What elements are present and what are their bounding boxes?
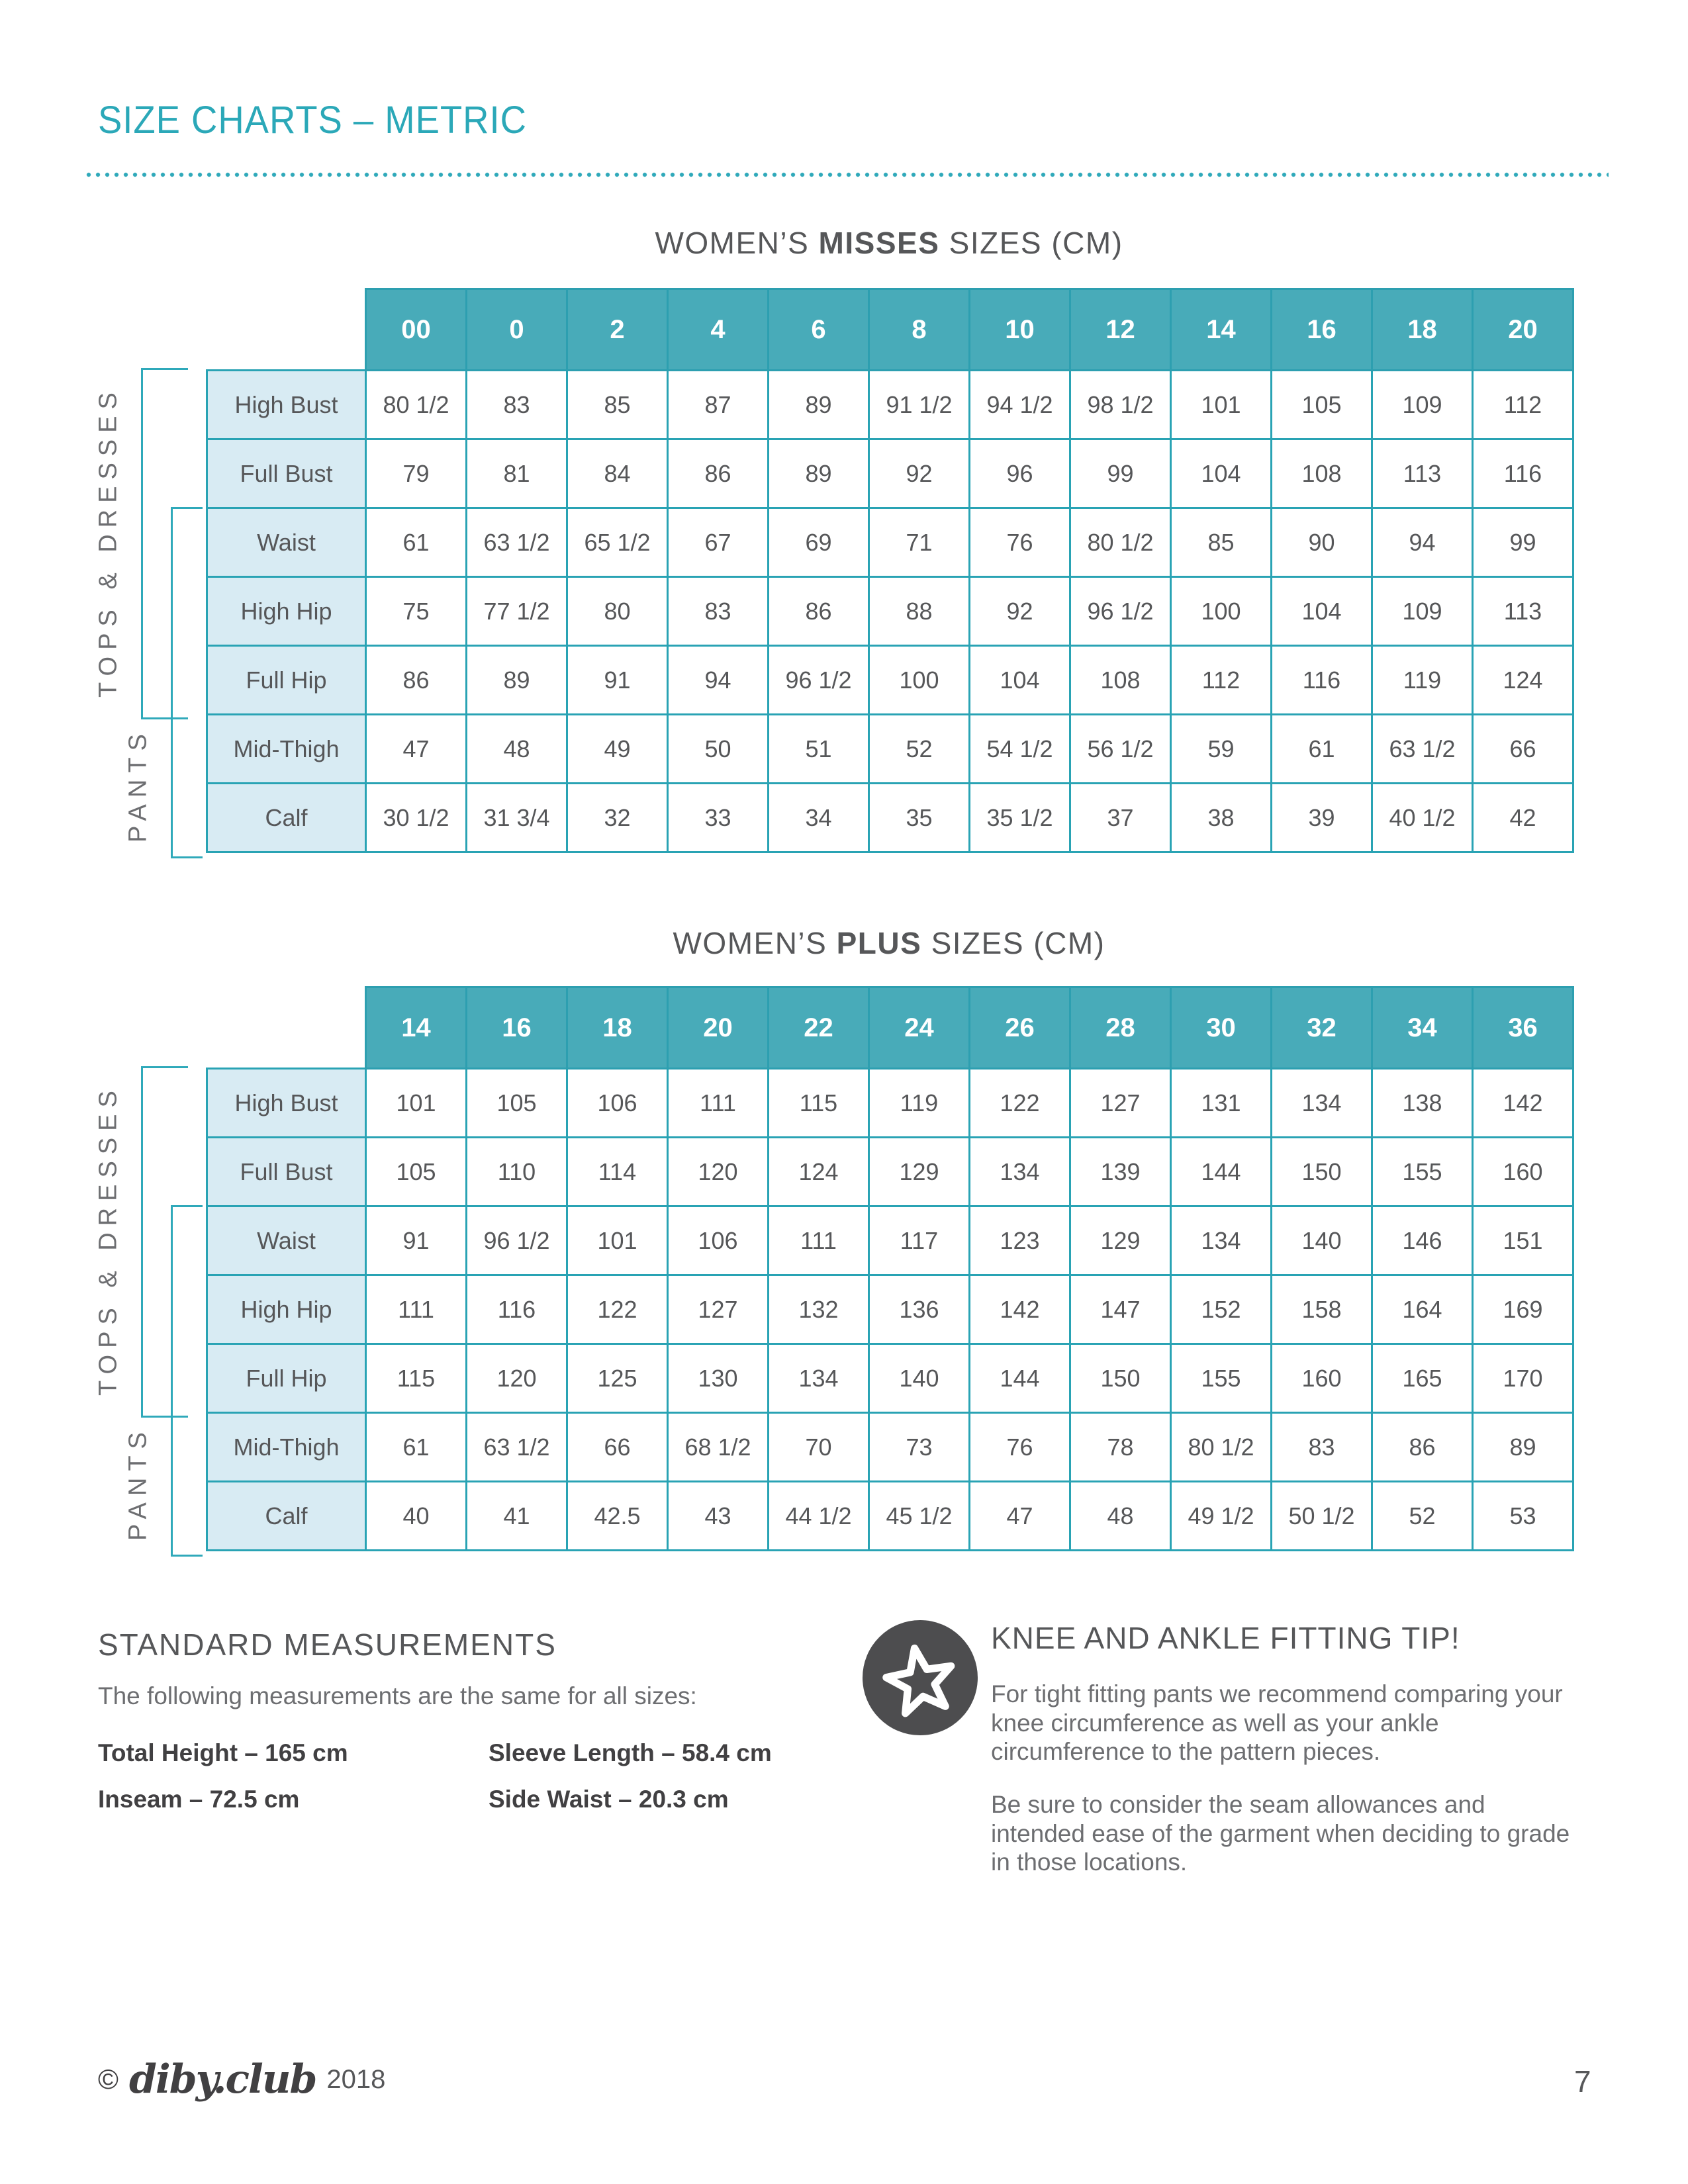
measurement-row — [207, 439, 1573, 508]
measurement-cell: 63 1/2 — [1372, 715, 1473, 784]
row-label: Full Bust — [207, 1138, 366, 1206]
measurement-cell: 94 — [668, 646, 769, 715]
measurement-cell: 170 — [1473, 1344, 1573, 1413]
measurement-cell: 119 — [1372, 646, 1473, 715]
measurement-row — [207, 577, 1573, 646]
measurement-cell: 35 1/2 — [970, 784, 1070, 852]
row-label: Full Bust — [207, 439, 366, 508]
size-column-header: 22 — [769, 987, 869, 1069]
standard-measurements-heading: STANDARD MEASUREMENTS — [98, 1627, 557, 1662]
measurement-cell: 89 — [1473, 1413, 1573, 1482]
measurement-cell: 35 — [869, 784, 970, 852]
measurement-cell: 108 — [1272, 439, 1372, 508]
measurement-cell: 66 — [567, 1413, 668, 1482]
standard-measurements-intro: The following measurements are the same for all sizes: — [98, 1682, 697, 1709]
size-column-header: 16 — [467, 987, 567, 1069]
measurement-cell: 144 — [1171, 1138, 1272, 1206]
page-title: SIZE CHARTS – METRIC — [98, 99, 527, 142]
measurement-cell: 48 — [467, 715, 567, 784]
measurement-cell: 84 — [567, 439, 668, 508]
measurement-cell: 87 — [668, 371, 769, 439]
knee-ankle-tip-section — [991, 1620, 1580, 1901]
measurement-cell: 63 1/2 — [467, 1413, 567, 1482]
measurement-cell: 45 1/2 — [869, 1482, 970, 1551]
measurement-cell: 79 — [366, 439, 467, 508]
measurement-cell: 115 — [366, 1344, 467, 1413]
measurement-cell: 124 — [1473, 646, 1573, 715]
measurement-cell: 158 — [1272, 1275, 1372, 1344]
measurement-cell: 85 — [1171, 508, 1272, 577]
measurement-cell: 127 — [668, 1275, 769, 1344]
misses-section-title — [206, 225, 1572, 261]
measurement-cell: 94 1/2 — [970, 371, 1070, 439]
measurement-cell: 85 — [567, 371, 668, 439]
measurement-cell: 40 — [366, 1482, 467, 1551]
measurement-cell: 68 1/2 — [668, 1413, 769, 1482]
measurement-cell: 120 — [668, 1138, 769, 1206]
row-label: High Bust — [207, 1069, 366, 1138]
measurement-cell: 92 — [970, 577, 1070, 646]
measurement-cell: 56 1/2 — [1070, 715, 1171, 784]
measurement-cell: 130 — [668, 1344, 769, 1413]
measurement-row — [207, 371, 1573, 439]
measurement-cell: 61 — [1272, 715, 1372, 784]
measurement-cell: 61 — [366, 508, 467, 577]
measurement-cell: 76 — [970, 508, 1070, 577]
plus-title-bold: PLUS — [836, 926, 922, 960]
size-column-header: 26 — [970, 987, 1070, 1069]
measurement-cell: 120 — [467, 1344, 567, 1413]
measurement-cell: 125 — [567, 1344, 668, 1413]
standard-measurements-section — [98, 1627, 853, 1813]
plus-size-table — [206, 986, 1574, 1551]
plus-title-suffix: SIZES (CM) — [921, 926, 1105, 960]
measurement-cell: 110 — [467, 1138, 567, 1206]
measurement-cell: 44 1/2 — [769, 1482, 869, 1551]
measurement-side-waist: Side Waist – 20.3 cm — [489, 1786, 729, 1813]
row-label: Waist — [207, 1206, 366, 1275]
size-column-header: 36 — [1473, 987, 1573, 1069]
measurement-cell: 138 — [1372, 1069, 1473, 1138]
size-header-row — [207, 289, 1573, 371]
measurement-cell: 134 — [970, 1138, 1070, 1206]
measurement-cell: 89 — [769, 371, 869, 439]
measurement-sleeve-length: Sleeve Length – 58.4 cm — [489, 1739, 772, 1766]
measurement-cell: 106 — [567, 1069, 668, 1138]
measurement-cell: 104 — [1272, 577, 1372, 646]
measurement-cell: 124 — [769, 1138, 869, 1206]
measurement-row — [207, 1069, 1573, 1138]
measurement-cell: 142 — [1473, 1069, 1573, 1138]
row-label: Mid-Thigh — [207, 1413, 366, 1482]
measurement-cell: 116 — [1473, 439, 1573, 508]
measurement-cell: 169 — [1473, 1275, 1573, 1344]
measurement-cell: 129 — [1070, 1206, 1171, 1275]
measurement-cell: 115 — [769, 1069, 869, 1138]
copyright-symbol: © — [98, 2064, 118, 2095]
measurement-cell: 70 — [769, 1413, 869, 1482]
standard-measurements-grid — [98, 1739, 853, 1813]
row-label: Waist — [207, 508, 366, 577]
size-column-header: 2 — [567, 289, 668, 371]
measurement-cell: 134 — [769, 1344, 869, 1413]
measurement-cell: 114 — [567, 1138, 668, 1206]
measurement-cell: 40 1/2 — [1372, 784, 1473, 852]
measurement-cell: 52 — [1372, 1482, 1473, 1551]
measurement-cell: 104 — [970, 646, 1070, 715]
measurement-cell: 61 — [366, 1413, 467, 1482]
measurement-cell: 99 — [1070, 439, 1171, 508]
measurement-cell: 78 — [1070, 1413, 1171, 1482]
measurement-cell: 122 — [970, 1069, 1070, 1138]
row-label: Calf — [207, 1482, 366, 1551]
plus-title-prefix: WOMEN’S — [673, 926, 837, 960]
row-label: High Hip — [207, 1275, 366, 1344]
measurement-cell: 136 — [869, 1275, 970, 1344]
dotted-divider — [86, 172, 1609, 177]
measurement-cell: 100 — [869, 646, 970, 715]
measurement-cell: 77 1/2 — [467, 577, 567, 646]
size-column-header: 20 — [668, 987, 769, 1069]
measurement-cell: 155 — [1171, 1344, 1272, 1413]
size-column-header: 20 — [1473, 289, 1573, 371]
table-corner-spacer — [207, 987, 366, 1069]
knee-ankle-tip-paragraph-2: Be sure to consider the seam allowances and intended ease of the garment when deciding to grade in those locations. — [991, 1790, 1570, 1876]
measurement-cell: 81 — [467, 439, 567, 508]
size-column-header: 14 — [366, 987, 467, 1069]
measurement-cell: 49 — [567, 715, 668, 784]
measurement-cell: 76 — [970, 1413, 1070, 1482]
size-column-header: 14 — [1171, 289, 1272, 371]
measurement-cell: 119 — [869, 1069, 970, 1138]
measurement-cell: 160 — [1272, 1344, 1372, 1413]
measurement-cell: 41 — [467, 1482, 567, 1551]
table-corner-spacer — [207, 289, 366, 371]
measurement-cell: 59 — [1171, 715, 1272, 784]
measurement-cell: 150 — [1070, 1344, 1171, 1413]
measurement-cell: 50 — [668, 715, 769, 784]
measurement-cell: 86 — [769, 577, 869, 646]
measurement-cell: 96 1/2 — [1070, 577, 1171, 646]
measurement-cell: 142 — [970, 1275, 1070, 1344]
measurement-row — [207, 784, 1573, 852]
measurement-cell: 165 — [1372, 1344, 1473, 1413]
measurement-cell: 108 — [1070, 646, 1171, 715]
measurement-cell: 47 — [366, 715, 467, 784]
measurement-cell: 116 — [467, 1275, 567, 1344]
measurement-cell: 42.5 — [567, 1482, 668, 1551]
measurement-cell: 90 — [1272, 508, 1372, 577]
measurement-cell: 112 — [1473, 371, 1573, 439]
measurement-cell: 66 — [1473, 715, 1573, 784]
brand-logo: diby.club — [128, 2056, 316, 2103]
measurement-row — [207, 1206, 1573, 1275]
measurement-cell: 63 1/2 — [467, 508, 567, 577]
measurement-cell: 53 — [1473, 1482, 1573, 1551]
row-label: Full Hip — [207, 646, 366, 715]
measurement-cell: 83 — [1272, 1413, 1372, 1482]
plus-section-title — [206, 925, 1572, 961]
misses-size-table — [206, 288, 1574, 853]
plus-tops-dresses-label: TOPS & DRESSES — [94, 1084, 122, 1396]
measurement-row — [207, 1482, 1573, 1551]
measurement-row — [207, 1138, 1573, 1206]
size-column-header: 4 — [668, 289, 769, 371]
row-label: High Hip — [207, 577, 366, 646]
measurement-cell: 88 — [869, 577, 970, 646]
footer-copyright — [98, 2056, 386, 2103]
misses-title-prefix: WOMEN’S — [655, 226, 819, 260]
measurement-cell: 34 — [769, 784, 869, 852]
knee-ankle-tip-heading: KNEE AND ANKLE FITTING TIP! — [991, 1621, 1460, 1655]
measurement-cell: 80 — [567, 577, 668, 646]
measurement-cell: 80 1/2 — [1070, 508, 1171, 577]
measurement-cell: 104 — [1171, 439, 1272, 508]
size-column-header: 6 — [769, 289, 869, 371]
measurement-cell: 111 — [668, 1069, 769, 1138]
measurement-row — [207, 715, 1573, 784]
measurement-cell: 123 — [970, 1206, 1070, 1275]
measurement-cell: 65 1/2 — [567, 508, 668, 577]
measurement-cell: 32 — [567, 784, 668, 852]
measurement-cell: 43 — [668, 1482, 769, 1551]
measurement-cell: 91 — [567, 646, 668, 715]
measurement-cell: 131 — [1171, 1069, 1272, 1138]
measurement-cell: 99 — [1473, 508, 1573, 577]
measurement-cell: 73 — [869, 1413, 970, 1482]
plus-pants-label: PANTS — [124, 1426, 152, 1541]
size-header-row — [207, 987, 1573, 1069]
measurement-row — [207, 508, 1573, 577]
measurement-cell: 52 — [869, 715, 970, 784]
size-column-header: 12 — [1070, 289, 1171, 371]
measurement-cell: 132 — [769, 1275, 869, 1344]
measurement-row — [207, 1275, 1573, 1344]
measurement-cell: 67 — [668, 508, 769, 577]
size-column-header: 32 — [1272, 987, 1372, 1069]
size-column-header: 18 — [567, 987, 668, 1069]
measurement-cell: 105 — [1272, 371, 1372, 439]
measurement-cell: 38 — [1171, 784, 1272, 852]
measurement-cell: 106 — [668, 1206, 769, 1275]
size-column-header: 18 — [1372, 289, 1473, 371]
size-column-header: 34 — [1372, 987, 1473, 1069]
measurement-cell: 150 — [1272, 1138, 1372, 1206]
measurement-cell: 39 — [1272, 784, 1372, 852]
measurement-inseam: Inseam – 72.5 cm — [98, 1786, 300, 1813]
measurement-cell: 89 — [769, 439, 869, 508]
measurement-cell: 54 1/2 — [970, 715, 1070, 784]
measurement-cell: 147 — [1070, 1275, 1171, 1344]
misses-title-suffix: SIZES (CM) — [939, 226, 1123, 260]
row-label: Calf — [207, 784, 366, 852]
measurement-cell: 112 — [1171, 646, 1272, 715]
measurement-cell: 122 — [567, 1275, 668, 1344]
size-column-header: 24 — [869, 987, 970, 1069]
measurement-cell: 48 — [1070, 1482, 1171, 1551]
measurement-cell: 47 — [970, 1482, 1070, 1551]
measurement-cell: 50 1/2 — [1272, 1482, 1372, 1551]
misses-title-bold: MISSES — [818, 226, 940, 260]
measurement-cell: 139 — [1070, 1138, 1171, 1206]
measurement-cell: 94 — [1372, 508, 1473, 577]
measurement-cell: 140 — [869, 1344, 970, 1413]
measurement-cell: 151 — [1473, 1206, 1573, 1275]
measurement-cell: 116 — [1272, 646, 1372, 715]
size-column-header: 8 — [869, 289, 970, 371]
knee-ankle-tip-paragraph-1: For tight fitting pants we recommend comparing your knee circumference as well as your ankle circumference to the pattern pieces. — [991, 1680, 1563, 1766]
measurement-cell: 152 — [1171, 1275, 1272, 1344]
measurement-cell: 42 — [1473, 784, 1573, 852]
measurement-cell: 113 — [1372, 439, 1473, 508]
measurement-cell: 91 1/2 — [869, 371, 970, 439]
row-label: High Bust — [207, 371, 366, 439]
row-label: Mid-Thigh — [207, 715, 366, 784]
row-label: Full Hip — [207, 1344, 366, 1413]
measurement-cell: 51 — [769, 715, 869, 784]
size-column-header: 16 — [1272, 289, 1372, 371]
misses-pants-bracket — [171, 507, 203, 858]
measurement-cell: 164 — [1372, 1275, 1473, 1344]
measurement-cell: 86 — [668, 439, 769, 508]
measurement-cell: 83 — [467, 371, 567, 439]
measurement-cell: 91 — [366, 1206, 467, 1275]
measurement-cell: 86 — [1372, 1413, 1473, 1482]
measurement-cell: 98 1/2 — [1070, 371, 1171, 439]
measurement-cell: 160 — [1473, 1138, 1573, 1206]
measurement-row — [207, 1413, 1573, 1482]
measurement-cell: 33 — [668, 784, 769, 852]
measurement-cell: 89 — [467, 646, 567, 715]
page-number: 7 — [1574, 2064, 1591, 2099]
measurement-cell: 127 — [1070, 1069, 1171, 1138]
footer-year: 2018 — [326, 2064, 386, 2094]
measurement-cell: 86 — [366, 646, 467, 715]
measurement-cell: 101 — [567, 1206, 668, 1275]
measurement-cell: 111 — [769, 1206, 869, 1275]
plus-pants-bracket — [171, 1205, 203, 1557]
measurement-cell: 109 — [1372, 577, 1473, 646]
size-column-header: 28 — [1070, 987, 1171, 1069]
size-column-header: 30 — [1171, 987, 1272, 1069]
measurement-cell: 37 — [1070, 784, 1171, 852]
misses-pants-label: PANTS — [124, 727, 152, 842]
measurement-cell: 80 1/2 — [366, 371, 467, 439]
measurement-cell: 105 — [467, 1069, 567, 1138]
size-column-header: 00 — [366, 289, 467, 371]
star-icon — [863, 1620, 978, 1735]
measurement-cell: 140 — [1272, 1206, 1372, 1275]
misses-tops-dresses-label: TOPS & DRESSES — [94, 386, 122, 698]
measurement-cell: 129 — [869, 1138, 970, 1206]
measurement-cell: 117 — [869, 1206, 970, 1275]
measurement-cell: 101 — [366, 1069, 467, 1138]
measurement-row — [207, 1344, 1573, 1413]
measurement-cell: 113 — [1473, 577, 1573, 646]
measurement-cell: 96 1/2 — [467, 1206, 567, 1275]
measurement-cell: 92 — [869, 439, 970, 508]
measurement-cell: 30 1/2 — [366, 784, 467, 852]
measurement-cell: 109 — [1372, 371, 1473, 439]
measurement-cell: 75 — [366, 577, 467, 646]
measurement-cell: 31 3/4 — [467, 784, 567, 852]
measurement-cell: 105 — [366, 1138, 467, 1206]
size-column-header: 0 — [467, 289, 567, 371]
size-column-header: 10 — [970, 289, 1070, 371]
measurement-cell: 155 — [1372, 1138, 1473, 1206]
measurement-cell: 100 — [1171, 577, 1272, 646]
measurement-cell: 144 — [970, 1344, 1070, 1413]
measurement-cell: 134 — [1272, 1069, 1372, 1138]
measurement-total-height: Total Height – 165 cm — [98, 1739, 348, 1766]
measurement-cell: 134 — [1171, 1206, 1272, 1275]
measurement-cell: 111 — [366, 1275, 467, 1344]
measurement-cell: 83 — [668, 577, 769, 646]
measurement-cell: 71 — [869, 508, 970, 577]
measurement-cell: 80 1/2 — [1171, 1413, 1272, 1482]
measurement-cell: 49 1/2 — [1171, 1482, 1272, 1551]
measurement-cell: 101 — [1171, 371, 1272, 439]
measurement-cell: 96 1/2 — [769, 646, 869, 715]
measurement-cell: 96 — [970, 439, 1070, 508]
measurement-cell: 146 — [1372, 1206, 1473, 1275]
measurement-cell: 69 — [769, 508, 869, 577]
measurement-row — [207, 646, 1573, 715]
